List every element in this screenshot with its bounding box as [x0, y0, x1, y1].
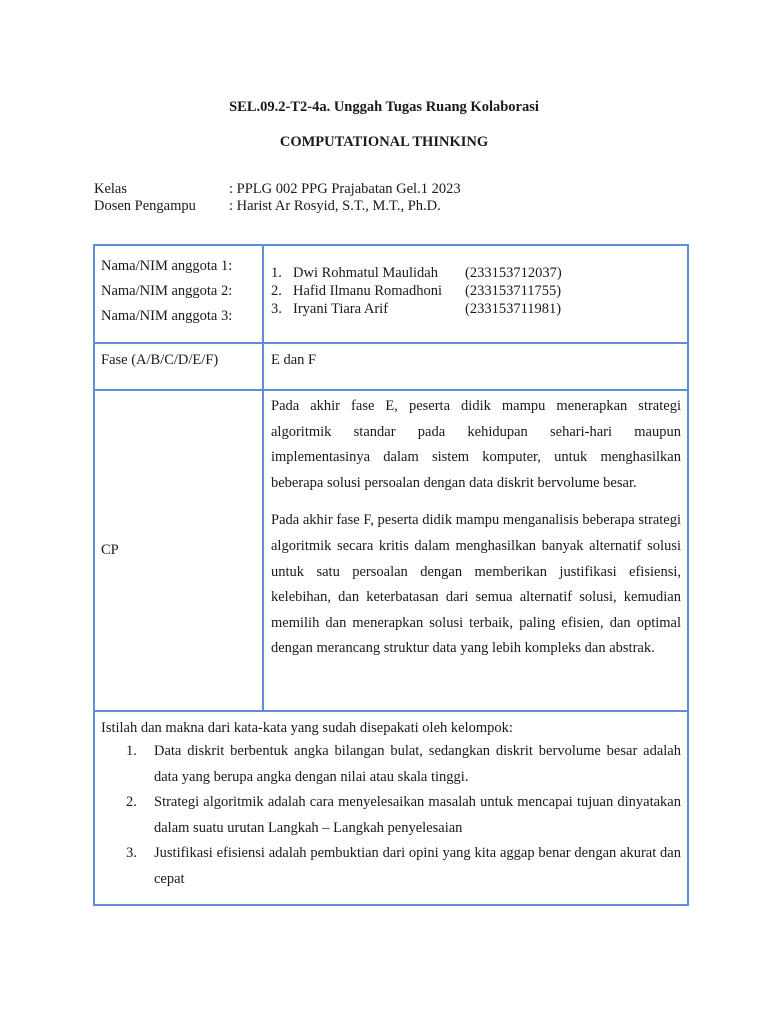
assignment-table — [93, 244, 689, 906]
istilah-text: Strategi algoritmik adalah cara menyelesaikan masalah untuk mencapai tujuan dinyatakan dalam suatu urutan Langkah – Langkah penyelesaian — [154, 794, 681, 836]
list-item — [271, 264, 687, 282]
members-row — [94, 245, 688, 343]
member-nim: (233153711755) — [465, 283, 562, 299]
kelas-label: Kelas — [94, 181, 128, 197]
istilah-intro: Istilah dan makna dari kata-kata yang sudah disepakati oleh kelompok: — [101, 720, 513, 736]
list-item — [101, 841, 681, 892]
member-nim: (233153711981) — [465, 301, 562, 317]
fase-row — [94, 343, 688, 390]
dosen-value: : Harist Ar Rosyid, S.T., M.T., Ph.D. — [229, 198, 441, 214]
istilah-list — [101, 739, 681, 893]
istilah-row — [94, 711, 688, 905]
member-name: Dwi Rohmatul Maulidah — [293, 265, 438, 281]
istilah-num: 1. — [126, 743, 137, 759]
member-label-2: Nama/NIM anggota 2: — [101, 283, 233, 299]
fase-value: E dan F — [263, 343, 688, 390]
document-title: SEL.09.2-T2-4a. Unggah Tugas Ruang Kolaborasi — [229, 99, 539, 115]
members-values-cell — [263, 245, 688, 343]
member-num: 1. — [271, 265, 282, 281]
member-num: 3. — [271, 301, 282, 317]
list-item — [101, 739, 681, 790]
fase-label: Fase (A/B/C/D/E/F) — [94, 343, 263, 390]
cp-row — [94, 390, 688, 711]
meta-dosen-row — [94, 198, 441, 215]
list-item — [271, 282, 687, 300]
list-item — [101, 790, 681, 841]
member-label-3: Nama/NIM anggota 3: — [101, 308, 233, 324]
istilah-cell — [94, 711, 688, 905]
istilah-num: 2. — [126, 794, 137, 811]
cp-label: CP — [94, 390, 263, 711]
istilah-text: Data diskrit berbentuk angka bilangan bulat, sedangkan diskrit bervolume besar adalah data yang berupa angka dengan nilai atau skala tinggi. — [154, 743, 681, 785]
meta-kelas-row — [94, 181, 461, 198]
cp-paragraph-fase-f: Pada akhir fase F, peserta didik mampu menganalisis beberapa strategi algoritmik secara kritis dalam menghasilkan banyak alternatif solusi untuk satu persoalan dengan memberikan justifikasi efisiensi, kelebihan, dan keterbatasan dari semua alternatif solusi, kemudian memilih dan menerapkan solusi terbaik, paling efisien, dan optimal dengan merancang struktur data yang lebih kompleks dan abstrak. — [271, 512, 681, 657]
member-name: Hafid Ilmanu Romadhoni — [293, 283, 443, 299]
member-label-1: Nama/NIM anggota 1: — [101, 258, 233, 274]
member-name: Iryani Tiara Arif — [293, 301, 389, 317]
istilah-text: Justifikasi efisiensi adalah pembuktian dari opini yang kita aggap benar dengan akurat dan cepat — [154, 845, 681, 887]
document-subtitle: COMPUTATIONAL THINKING — [279, 134, 489, 150]
member-nim: (233153712037) — [465, 265, 562, 281]
cp-content-cell — [263, 390, 688, 711]
members-list — [271, 264, 687, 318]
istilah-num: 3. — [126, 845, 137, 862]
dosen-label: Dosen Pengampu — [94, 198, 196, 214]
cp-paragraph-fase-e: Pada akhir fase E, peserta didik mampu menerapkan strategi algoritmik standar pada kehidupan sehari-hari maupun implementasinya dalam sistem komputer, untuk menghasilkan beberapa solusi persoalan dengan data diskrit bervolume besar. — [271, 398, 681, 491]
member-num: 2. — [271, 283, 282, 299]
members-labels-cell — [94, 245, 263, 343]
kelas-value: : PPLG 002 PPG Prajabatan Gel.1 2023 — [229, 181, 461, 197]
list-item — [271, 300, 687, 318]
